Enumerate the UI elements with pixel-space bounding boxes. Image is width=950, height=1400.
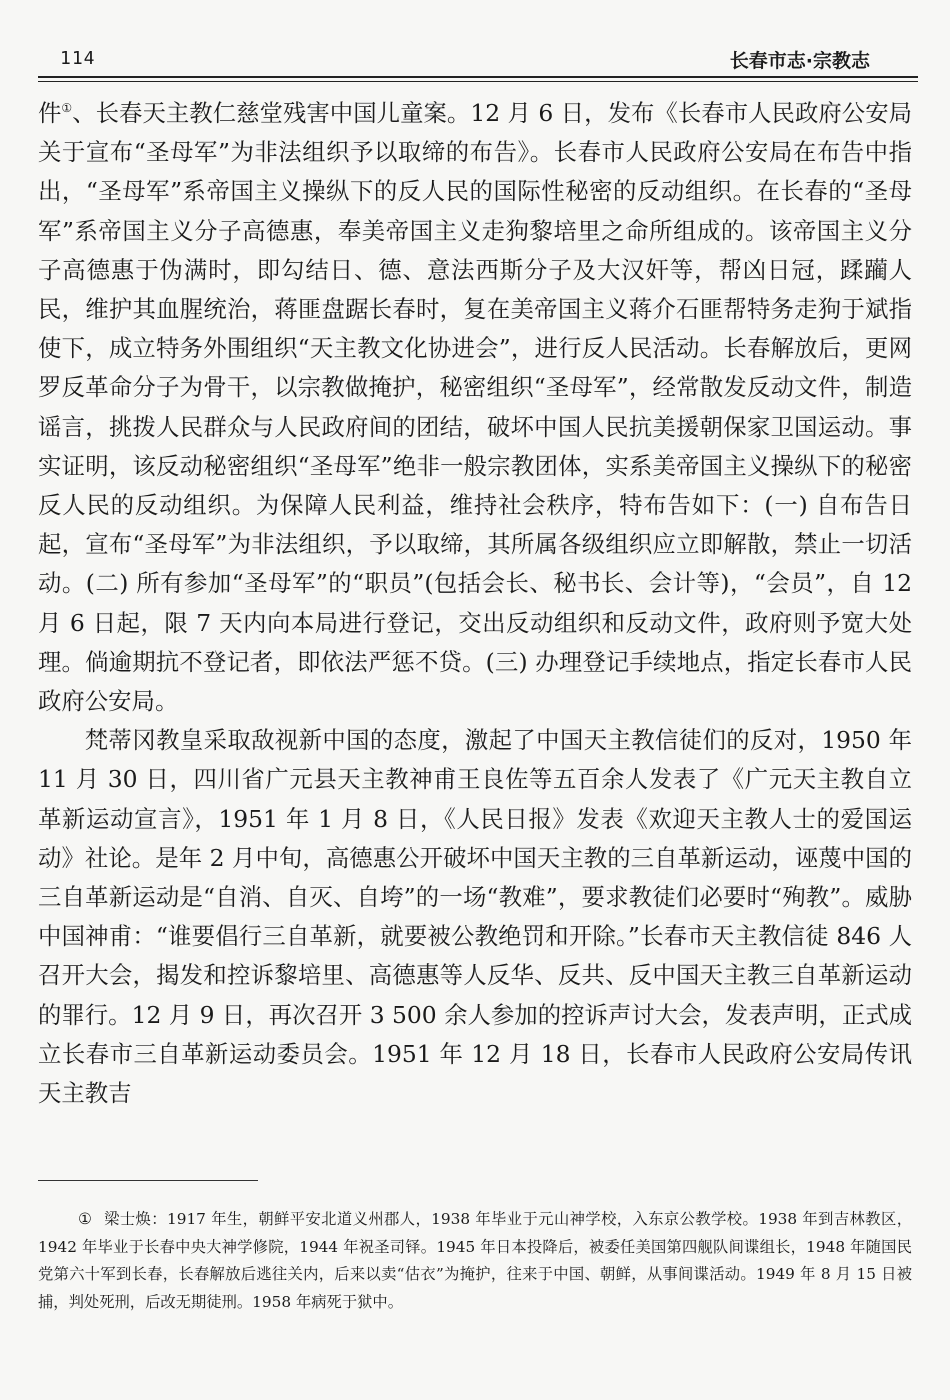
footnote-text: 梁士焕：1917 年生，朝鲜平安北道义州郡人，1938 年毕业于元山神学校，入东京公教学校。1938 年到吉林教区，1942 年毕业于长春中央大神学修院，1944 年祝圣司铎。1945 年日本投降后，被委任美国第四舰队间谍组长，1948 年随国民党第六十军到长春，长春解放后逃往关内，后来以卖“估衣”为掩护，往来于中国、朝鲜，从事间谍活动。1949 年 8 月 15 日被捕，判处死刑，后改无期徒刑。1958 年病死于狱中。 bbox=[38, 1210, 912, 1311]
paragraph-1-rest: 、长春天主教仁慈堂残害中国儿童案。12 月 6 日，发布《长春市人民政府公安局关于宣布“圣母军”为非法组织予以取缔的布告》。长春市人民政府公安局在布告中指出，“圣母军”系帝国主义操纵下的反人民的国际性秘密的反动组织。在长春的“圣母军”系帝国主义分子高德惠，奉美帝国主义走狗黎培里之命所组成的。该帝国主义分子高德惠于伪满时，即勾结日、德、意法西斯分子及大汉奸等，帮凶日冠，蹂躏人民，维护其血腥统治，蒋匪盘踞长春时，复在美帝国主义蒋介石匪帮特务走狗于斌指使下，成立特务外围组织“天主教文化协进会”，进行反人民活动。长春解放后，更网罗反革命分子为骨干，以宗教做掩护，秘密组织“圣母军”，经常散发反动文件，制造谣言，挑拨人民群众与人民政府间的团结，破坏中国人民抗美援朝保家卫国运动。事实证明，该反动秘密组织“圣母军”绝非一般宗教团体，实系美帝国主义操纵下的秘密反人民的反动组织。为保障人民利益，维持社会秩序，特布告如下：(一) 自布告日起，宣布“圣母军”为非法组织，予以取缔，其所属各级组织应立即解散，禁止一切活动。(二) 所有参加“圣母军”的“职员”(包括会长、秘书长、会计等)，“会员”，自 12 月 6 日起，限 7 天内向本局进行登记，交出反动组织和反动文件，政府则予宽大处理。倘逾期抗不登记者，即依法严惩不贷。(三) 办理登记手续地点，指定长春市人民政府公安局。 bbox=[38, 99, 913, 716]
paragraph-2: 梵蒂冈教皇采取敌视新中国的态度，激起了中国天主教信徒们的反对，1950 年 11 月 30 日，四川省广元县天主教神甫王良佐等五百余人发表了《广元天主教自立革新运动宣言》，1951 年 1 月 8 日，《人民日报》发表《欢迎天主教人士的爱国运动》社论。是年 2 月中旬，高德惠公开破坏中国天主教的三自革新运动，诬蔑中国的三自革新运动是“自消、自灭、自垮”的一场“教难”，要求教徒们必要时“殉教”。威胁中国神甫：“谁要倡行三自革新，就要被公教绝罚和开除。”长春市天主教信徒 846 人召开大会，揭发和控诉黎培里、高德惠等人反华、反共、反中国天主教三自革新运动的罪行。12 月 9 日，再次召开 3 500 余人参加的控诉声讨大会，发表声明，正式成立长春市三自革新运动委员会。1951 年 12 月 18 日，长春市人民政府公安局传讯天主教吉 bbox=[38, 726, 912, 1108]
running-title: 长春市志·宗教志 bbox=[729, 50, 870, 72]
footnote bbox=[38, 1206, 912, 1316]
footnote-reference[interactable]: ① bbox=[61, 101, 73, 115]
header-rule-thin bbox=[38, 81, 918, 82]
paragraph-1 bbox=[38, 94, 912, 721]
footnote-mark: ① bbox=[78, 1210, 92, 1228]
main-text bbox=[38, 94, 912, 1113]
footnote-divider bbox=[38, 1180, 258, 1181]
header-rule-thick bbox=[38, 76, 918, 78]
paragraph-1-start: 件 bbox=[38, 99, 62, 127]
page-header bbox=[38, 44, 918, 78]
page-number: 114 bbox=[60, 48, 96, 69]
